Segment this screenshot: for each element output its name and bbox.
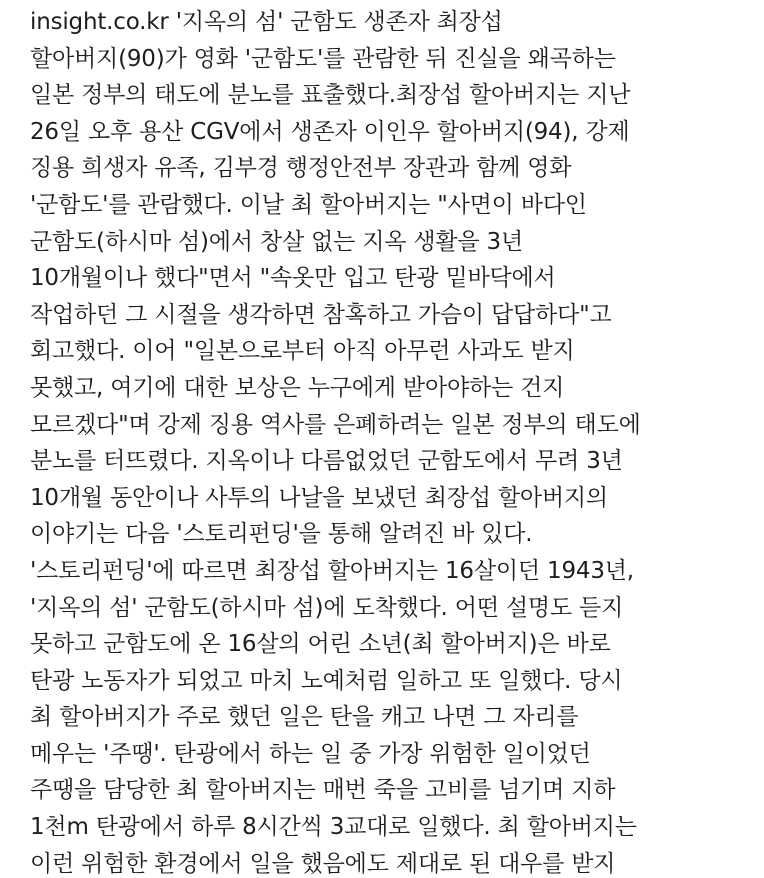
article-line: 작업하던 그 시절을 생각하면 참혹하고 가슴이 답답하다"고 (30, 301, 612, 328)
article-line: 10개월 동안이나 사투의 나날을 보냈던 최장섭 할아버지의 (30, 484, 608, 511)
article-line: insight.co.kr '지옥의 섬' 군함도 생존자 최장섭 (30, 9, 503, 35)
article-line: '스토리펀딩'에 따르면 최장섭 할아버지는 16살이던 1943년, (30, 557, 634, 584)
article-line: '지옥의 섬' 군함도(하시마 섬)에 도착했다. 어떤 설명도 듣지 (30, 594, 624, 621)
article-line: 이런 위험한 환경에서 일을 했음에도 제대로 된 대우를 받지 (30, 850, 616, 877)
article-line: 일본 정부의 태도에 분노를 표출했다.최장섭 할아버지는 지난 (30, 82, 631, 109)
article-line: 이야기는 다음 '스토리펀딩'을 통해 알려진 바 있다. (30, 521, 533, 548)
article-line: 주땡을 담당한 최 할아버지는 매번 죽을 고비를 넘기며 지하 (30, 777, 616, 804)
article-line: 최 할아버지가 주로 했던 일은 탄을 캐고 나면 그 자리를 (30, 704, 579, 731)
article-line: 군함도(하시마 섬)에서 창살 없는 지옥 생활을 3년 (30, 228, 523, 255)
article-line: 못했고, 여기에 대한 보상은 누구에게 받아야하는 건지 (30, 374, 565, 401)
article-line: 26일 오후 용산 CGV에서 생존자 이인우 할아버지(94), 강제 (30, 118, 630, 145)
article-line: 할아버지(90)가 영화 '군함도'를 관람한 뒤 진실을 왜곡하는 (30, 45, 616, 72)
article-line: 징용 희생자 유족, 김부경 행정안전부 장관과 함께 영화 (30, 155, 572, 182)
article-line: 메우는 '주땡'. 탄광에서 하는 일 중 가장 위험한 일이었던 (30, 740, 591, 767)
article-line: 못하고 군함도에 온 16살의 어린 소년(최 할아버지)은 바로 (30, 631, 611, 658)
article-line: '군함도'를 관람했다. 이날 최 할아버지는 "사면이 바다인 (30, 191, 587, 218)
article-line: 탄광 노동자가 되었고 마치 노예처럼 일하고 또 일했다. 당시 (30, 667, 623, 694)
article-line: 분노를 터뜨렸다. 지옥이나 다름없었던 군함도에서 무려 3년 (30, 448, 623, 475)
article-line: 10개월이나 했다"면서 "속옷만 입고 탄광 밑바닥에서 (30, 265, 556, 292)
article-line: 모르겠다"며 강제 징용 역사를 은폐하려는 일본 정부의 태도에 (30, 411, 641, 438)
article-line: 회고했다. 이어 "일본으로부터 아직 아무런 사과도 받지 (30, 338, 575, 365)
article-line: 1천m 탄광에서 하루 8시간씩 3교대로 일했다. 최 할아버지는 (30, 814, 637, 841)
